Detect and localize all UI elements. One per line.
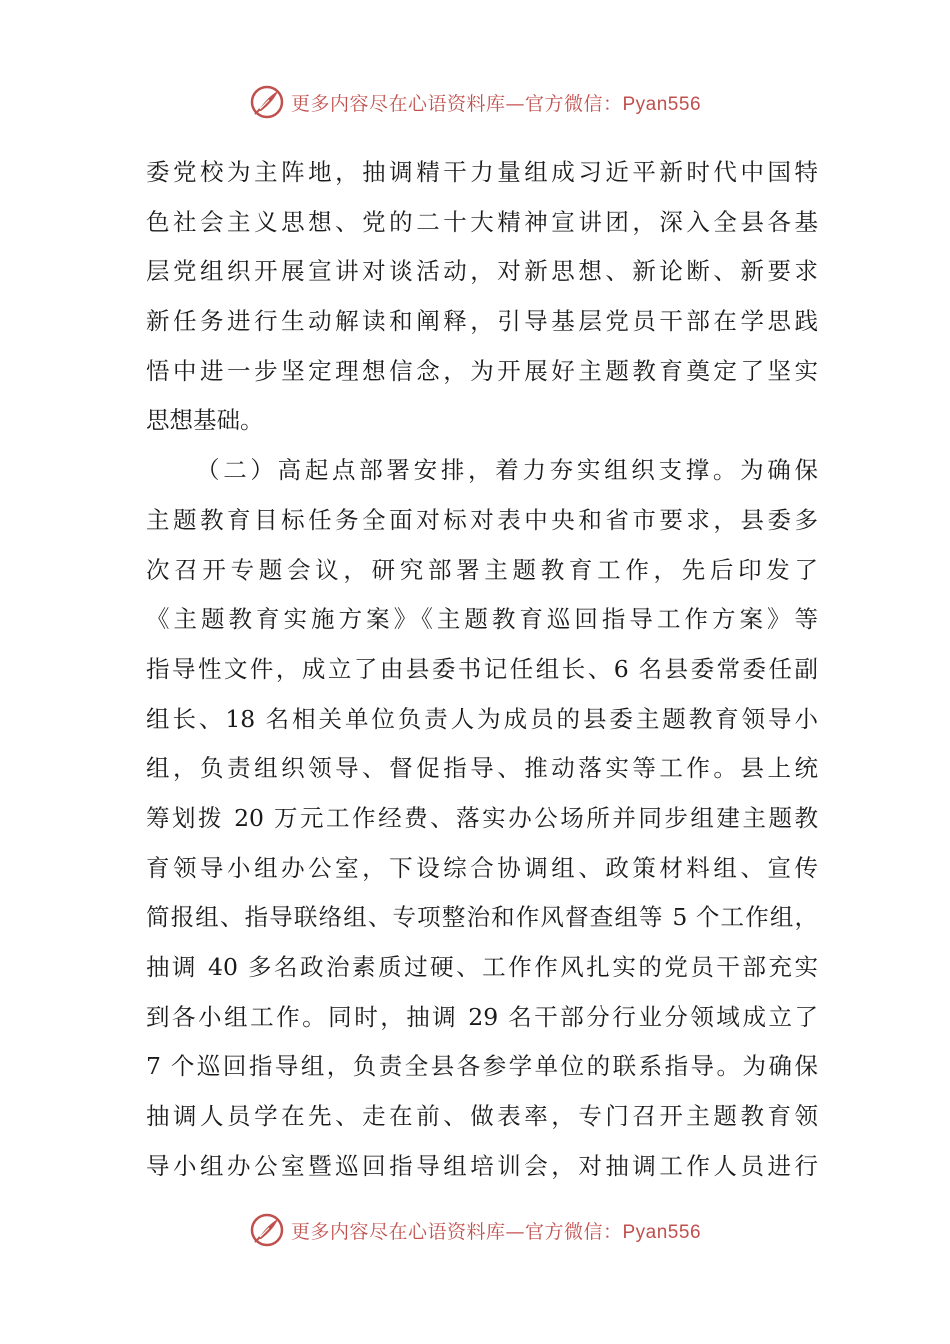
document-body bbox=[146, 148, 818, 1191]
text-line: 色社会主义思想、党的二十大精神宣讲团，深入全县各基 bbox=[146, 207, 818, 236]
text-line: 到各小组工作。同时，抽调 29 名干部分行业分领域成立了 bbox=[146, 1002, 818, 1031]
text-line: 导小组办公室暨巡回指导组培训会，对抽调工作人员进行 bbox=[146, 1151, 818, 1180]
text-line: 抽调人员学在先、走在前、做表率，专门召开主题教育领 bbox=[146, 1102, 818, 1131]
text-line: 组，负责组织领导、督促指导、推动落实等工作。县上统 bbox=[146, 754, 818, 783]
text-line: 抽调 40 多名政治素质过硬、工作作风扎实的党员干部充实 bbox=[146, 953, 818, 981]
text-line: 育领导小组办公室，下设综合协调组、政策材料组、宣传 bbox=[146, 853, 818, 882]
watermark-footer bbox=[0, 1210, 950, 1250]
text-line: 思想基础。 bbox=[146, 406, 264, 435]
text-line: 指导性文件，成立了由县委书记任组长、6 名县委常委任副 bbox=[146, 654, 818, 683]
text-line: 组长、18 名相关单位负责人为成员的县委主题教育领导小 bbox=[146, 704, 818, 733]
text-line: 新任务进行生动解读和阐释，引导基层党员干部在学思践 bbox=[146, 307, 818, 336]
text-line: 主题教育目标任务全面对标对表中央和省市要求，县委多 bbox=[146, 505, 818, 534]
watermark-header bbox=[0, 82, 950, 122]
text-line: 7 个巡回指导组，负责全县各参学单位的联系指导。为确保 bbox=[146, 1052, 818, 1081]
watermark-text: 更多内容尽在心语资料库—官方微信：Pyan556 bbox=[290, 92, 702, 115]
text-line: 筹划拨 20 万元工作经费、落实办公场所并同步组建主题教 bbox=[146, 803, 818, 832]
text-line: 《主题教育实施方案》《主题教育巡回指导工作方案》等 bbox=[146, 605, 818, 634]
text-line: 悟中进一步坚定理想信念，为开展好主题教育奠定了坚实 bbox=[146, 356, 818, 385]
text-line: 层党组织开展宣讲对谈活动，对新思想、新论断、新要求 bbox=[146, 257, 818, 286]
text-line: 次召开专题会议，研究部署主题教育工作，先后印发了 bbox=[146, 555, 818, 584]
text-line: （二）高起点部署安排，着力夯实组织支撑。为确保 bbox=[196, 456, 818, 485]
text-line: 委党校为主阵地，抽调精干力量组成习近平新时代中国特 bbox=[146, 158, 818, 186]
watermark-text: 更多内容尽在心语资料库—官方微信：Pyan556 bbox=[290, 1220, 702, 1243]
text-line: 简报组、指导联络组、专项整治和作风督查组等 5 个工作组， bbox=[146, 903, 818, 932]
quill-logo-icon bbox=[249, 84, 285, 120]
quill-logo-icon bbox=[249, 1212, 285, 1248]
